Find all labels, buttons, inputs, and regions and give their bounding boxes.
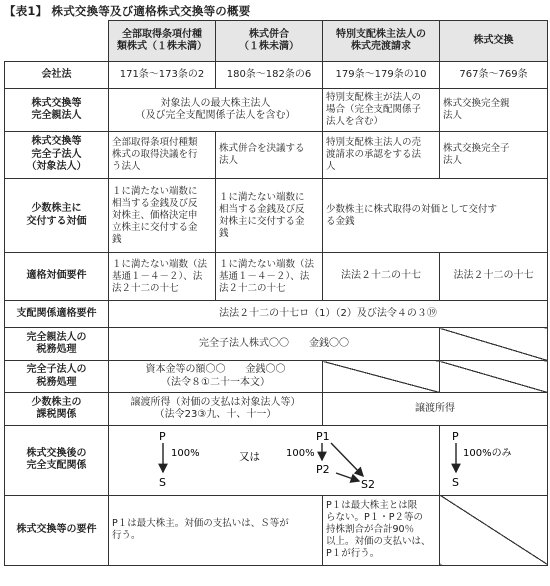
- table-cell: 法法２十二の十七: [323, 253, 440, 301]
- row-label-requirements: 株式交換等の要件: [5, 495, 109, 565]
- table-cell: 対象法人の最大株主法人 （及び完全支配関係子法人を含む）: [109, 89, 323, 132]
- column-header-class-shares: 全部取得条項付種 類株式（１株未満）: [109, 21, 216, 62]
- column-header-share-exchange: 株式交換: [440, 21, 548, 62]
- diagram3-parent-label: P: [452, 430, 459, 443]
- row-label-child-tax: 完全子法人の 税務処理: [5, 361, 109, 393]
- table-cell: 180条～182条の6: [216, 62, 323, 89]
- row-label-minority-tax: 少数株主の 課税関係: [5, 393, 109, 426]
- diagram2-percent: 100%: [286, 448, 315, 459]
- table-row: [5, 301, 548, 328]
- diagonal-empty-cell: [440, 495, 548, 565]
- column-header-squeeze-out-request: 特別支配株主法人の 株式売渡請求: [323, 21, 440, 62]
- table-row: [5, 62, 548, 89]
- table-row: [5, 495, 548, 565]
- table-cell: 全部取得条項付種類 株式の取得決議を行 う法人: [109, 132, 216, 179]
- ownership-diagram-exchange: [440, 426, 546, 490]
- diagram1-percent: 100%: [171, 448, 200, 459]
- diagram2-arrow-p1-s2: [331, 443, 363, 476]
- table-cell: 株式交換完全子 法人: [440, 132, 548, 179]
- table-cell: P１は最大株主とは限 らない。P１・P２等の 持株割合が合計90％ 以上。対価の支払いは、 P１が行う。: [323, 495, 440, 565]
- diagram3-subsidiary-label: S: [452, 476, 459, 489]
- table-cell: 法法２十二の十七ロ（1）（2）及び法令４の３⑲: [109, 301, 548, 328]
- table-cell: １に満たない端数に 相当する金銭及び反 対株主に交付する金 銭: [216, 179, 323, 253]
- table-cell: １に満たない端数（法 基通１－４－２）、法 法２十二の十七: [216, 253, 323, 301]
- row-label-minority-consideration: 少数株主に 交付する対価: [5, 179, 109, 253]
- table-cell: １に満たない端数に 相当する金銭及び反 対株主、価格決定申 立株主に交付する金 銭: [109, 179, 216, 253]
- row-label-child: 株式交換等 完全子法人 （対象法人）: [5, 132, 109, 179]
- table-cell: 株式併合を決議する 法人: [216, 132, 323, 179]
- table-row: [5, 179, 548, 253]
- column-header-share-consolidation: 株式併合 （１株未満）: [216, 21, 323, 62]
- table-cell: 特別支配株主法人の売 渡請求の承認をする法 人: [323, 132, 440, 179]
- row-label-qualified-consideration: 適格対価要件: [5, 253, 109, 301]
- row-label-parent-tax: 完全親法人の 税務処理: [5, 328, 109, 361]
- diagram2-p1-label: P1: [316, 430, 330, 443]
- diagonal-empty-cell: [440, 361, 548, 393]
- table-cell: 171条～173条の2: [109, 62, 216, 89]
- header-row: [5, 21, 548, 62]
- table-cell: P１は最大株主。対価の支払いは、Ｓ等が 行う。: [109, 495, 323, 565]
- table-cell: 法法２十二の十七: [440, 253, 548, 301]
- table-row: [5, 253, 548, 301]
- table-row: [5, 89, 548, 132]
- table-row: [5, 328, 548, 361]
- or-label: 又は: [239, 451, 260, 463]
- diagram1-parent-label: P: [159, 430, 166, 443]
- table-cell: 完全子法人株式〇〇 金銭〇〇: [109, 328, 440, 361]
- row-label-control-after: 株式交換後の 完全支配関係: [5, 426, 109, 496]
- table-row: [5, 393, 548, 426]
- table-cell: 179条～179条の10: [323, 62, 440, 89]
- row-label-parent: 株式交換等 完全親法人: [5, 89, 109, 132]
- table-row: [5, 132, 548, 179]
- row-label-company-law: 会社法: [5, 62, 109, 89]
- table-cell: 少数株主に株式取得の対価として交付す る金銭: [323, 179, 548, 253]
- table-row: [5, 361, 548, 393]
- corner-cell: [5, 21, 109, 62]
- table-cell: 767条～769条: [440, 62, 548, 89]
- diagonal-empty-cell: [323, 361, 440, 393]
- ownership-diagram: [109, 426, 439, 490]
- diagram1-subsidiary-label: S: [159, 476, 166, 489]
- ownership-diagram-cell: [109, 426, 440, 496]
- ownership-diagram-cell: [440, 426, 548, 496]
- table-cell: 株式交換完全親 法人: [440, 89, 548, 132]
- diagram2-arrow-p2-s2: [336, 473, 359, 481]
- diagram3-percent: 100%のみ: [463, 448, 512, 459]
- table-cell: １に満たない端数（法 基通１－４－２）、法 法２十二の十七: [109, 253, 216, 301]
- table-cell: 譲渡所得: [323, 393, 548, 426]
- table-cell: 特別支配株主が法人の 場合（完全支配関係子 法人を含む）: [323, 89, 440, 132]
- row-label-control-requirement: 支配関係適格要件: [5, 301, 109, 328]
- overview-table: [4, 20, 548, 566]
- diagram2-p2-label: P2: [316, 463, 330, 476]
- table-cell: 資本金等の額〇〇 金銭〇〇 （法令８①二十一本文）: [109, 361, 323, 393]
- diagram2-s2-label: S2: [361, 478, 375, 490]
- table-cell: 譲渡所得（対価の支払は対象法人等） （法令23③九、十、十一）: [109, 393, 323, 426]
- diagonal-empty-cell: [440, 328, 548, 361]
- table-row: [5, 426, 548, 496]
- table-caption: 【表1】 株式交換等及び適格株式交換等の概要: [4, 4, 251, 18]
